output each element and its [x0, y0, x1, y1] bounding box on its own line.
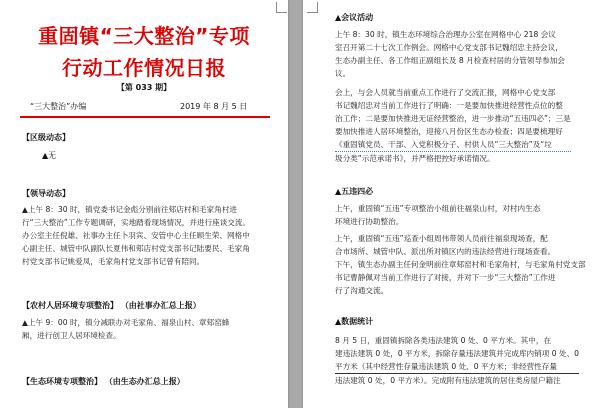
- paragraph-line: 办公室主任倪雄、社事办主任卜羽宾、安管中心主任顾生荣、网格中: [22, 231, 250, 240]
- paragraph-line: 会上，与会人员就当前重点工作进行了交流汇报，网格中心党支部: [335, 88, 556, 97]
- section-eco-source: （由生态办汇总上报）: [104, 377, 185, 386]
- paragraph-line: 8 月 5 日，重固镇拆除各类违法建筑 0 处、0 平方米。其中，在: [335, 336, 552, 345]
- paragraph-line: 要加快推进人居环境整治，迎接八月份区生态办检查；四是要梳理好: [335, 127, 563, 136]
- section-meeting: ▲会议活动: [335, 13, 374, 22]
- stats-paragraph: [335, 334, 579, 387]
- red-divider: [20, 116, 270, 118]
- paragraph-line: 行了沟通交流。: [335, 286, 389, 295]
- paragraph-line: 行“三大整治”工作专题调研，实地踏看现场情况，并进行座谈交流。: [22, 218, 251, 227]
- paragraph-line: 平方米（其中经营性存量违法建筑 0 处、0 平方米；非经营性存量: [335, 360, 579, 374]
- paragraph-line: 治工作；二是要加快推进无证经营整治，进一步推动“五违四必”；三是: [335, 114, 571, 123]
- report-title-line2: 行动工作情况日报: [62, 56, 226, 80]
- paragraph-line: 违法建筑 0 处，0 平方米）。完成附有违法建筑的居住类房屋户籍注: [335, 376, 561, 385]
- paragraph-line: 厢，进行创卫人居环境检查。: [22, 331, 121, 340]
- wuwei-paragraph: [335, 202, 586, 297]
- editor-label: “三大整治”办编: [30, 102, 87, 111]
- paragraph-line: 村党支部书记姚爱凤，毛家角村党支部书记曾有陪同。: [22, 257, 205, 266]
- report-date: 2019 年 8 月 5 日: [180, 102, 248, 111]
- leaders-paragraph: [22, 203, 250, 268]
- document-page-left: [0, 0, 288, 408]
- section-eco-title: 【生态环境专项整治】: [22, 377, 102, 386]
- district-item: ▲无: [42, 151, 57, 160]
- section-leaders: 【领导动态】: [22, 189, 70, 198]
- section-rural: [22, 300, 201, 311]
- meeting-paragraph: [335, 28, 571, 165]
- page-corner-mark: [307, 2, 318, 13]
- paragraph-line: 生态办副主任、各工作组正副组长及 8 月检查村居的分管领导参加会: [335, 56, 565, 65]
- paragraph-line: 书记魏绍忠对当前工作进行了明确：一是要加快推进经营性点位的整: [335, 101, 563, 110]
- paragraph-line: 心副主任、城管中队副队长夏伟和郏店村党支部书记陆要民、毛家角: [22, 244, 250, 253]
- paragraph-line: 《重固镇党员、干部、入党积极分子、村供人员“三大整治”及“垃: [335, 138, 571, 152]
- document-page-right: [303, 0, 600, 408]
- paragraph-line: 议。: [335, 69, 351, 78]
- paragraph-line: 下午，镇生态办副主任何金明前往章郏窑村和毛家角村，与毛家角村党支部: [335, 260, 586, 269]
- section-stats: ▲数据统计: [335, 317, 374, 326]
- paragraph-line: ▲上午 9：00 时，镇分减联办对毛家角、福泉山村、章郏窑蜂: [22, 318, 230, 327]
- paragraph-line: 上午，重固镇“五违”专项整治小组前往福泉山村，对村内生态: [335, 204, 541, 213]
- rural-paragraph: [22, 316, 229, 342]
- paragraph-line: 书记曹静佩对当前工作进行了对接，并对下一步“三大整治”工作进: [335, 273, 556, 282]
- paragraph-line: ▲上午 8：30 时，镇党委书记金彪分别前往郏店村和毛家角村进: [22, 205, 238, 214]
- paragraph-line: 室召开第二十七次工作例会。网格中心党支部书记魏绍忠主持会议，: [335, 43, 563, 52]
- section-wuwei: ▲五违四必: [335, 187, 374, 196]
- section-district: 【区级动态】: [22, 133, 70, 142]
- paragraph-line: 圾分类”示范承诺书》，并严格把控好承诺情况。: [335, 154, 495, 163]
- section-rural-source: （由社事办汇总上报）: [120, 301, 201, 310]
- page-corner-mark: [276, 2, 287, 13]
- section-eco: [22, 376, 185, 387]
- paragraph-line: 上午，重固镇“五违”巡查小组周伟带领人员前往福泉现场查，配: [335, 234, 548, 243]
- paragraph-line: 合市场所、城管中队、派出所对镇区内的违法经营进行现场查看。: [335, 247, 556, 256]
- section-rural-title: 【农村人居环境专项整治】: [22, 301, 118, 310]
- paragraph-line: 建违法建筑 0 处，0 平方米，拆除存量违法建筑并完成库内销项 0 处、0: [335, 349, 580, 358]
- report-title-line1: 重固镇“三大整治”专项: [38, 24, 250, 48]
- paragraph-line: 环境进行协助整治。: [335, 217, 404, 226]
- paragraph-line: 上午 8：30 时，镇生态环境综合治理办公室在网格中心 218 会议: [335, 30, 556, 39]
- issue-number: 【第 033 期】: [116, 83, 172, 92]
